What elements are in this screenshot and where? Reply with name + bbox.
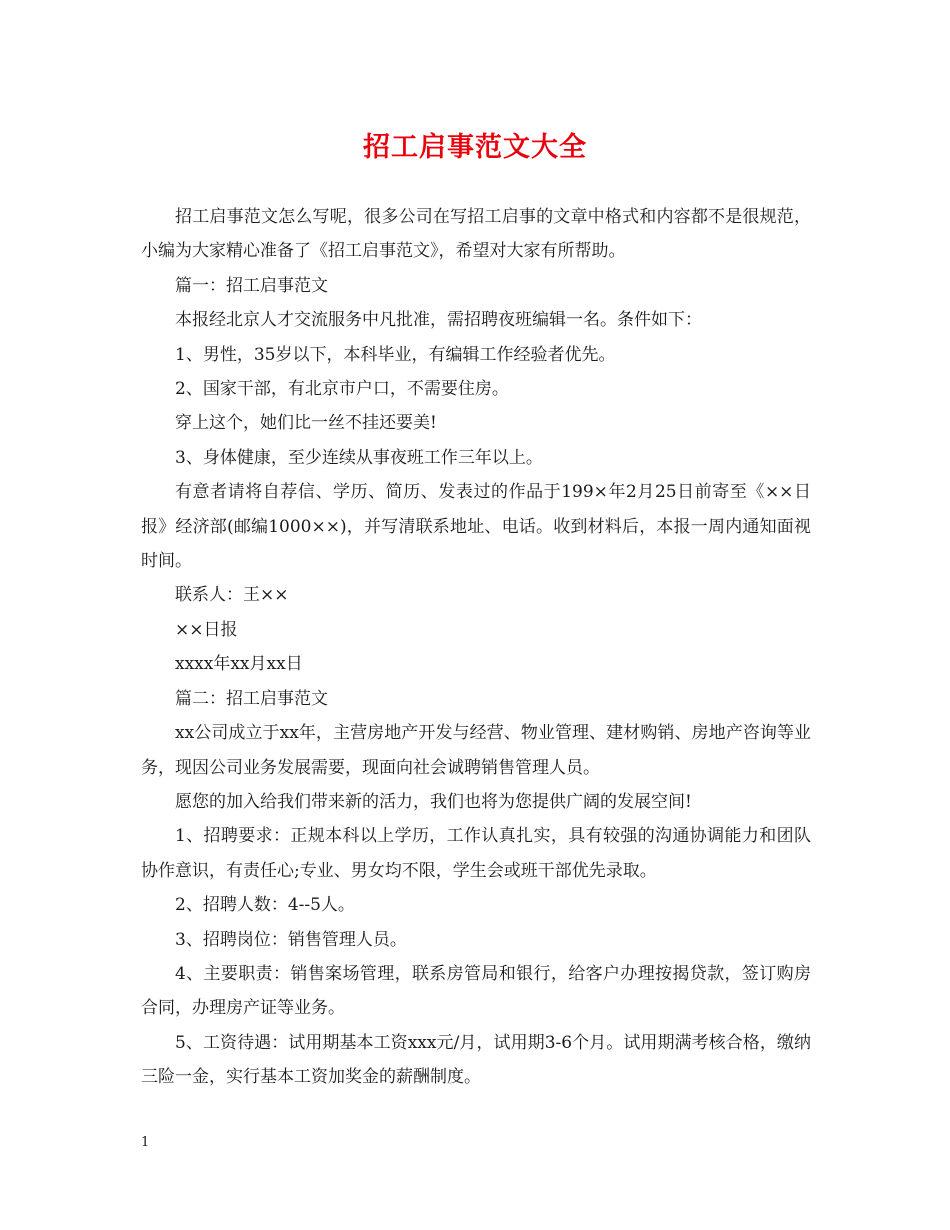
list-item: 5、工资待遇：试用期基本工资xxx元/月，试用期3-6个月。试用期满考核合格，缴纳三险一金，实行基本工资加奖金的薪酬制度。: [141, 1032, 811, 1088]
document-body: [141, 200, 811, 1095]
paragraph: 愿您的加入给我们带来新的活力，我们也将为您提供广阔的发展空间!: [175, 791, 692, 812]
paragraph-intro: 招工启事范文怎么写呢，很多公司在写招工启事的文章中格式和内容都不是很规范，小编为大家精心准备了《招工启事范文》，希望对大家有所帮助。: [141, 207, 811, 262]
page-title: 招工启事范文大全: [363, 132, 587, 163]
list-item: 2、招聘人数：4--5人。: [175, 895, 355, 916]
publisher-name: ××日报: [175, 619, 238, 640]
section-heading-1: 篇一：招工启事范文: [175, 275, 328, 296]
list-item: 4、主要职责：销售案场管理，联系房管局和银行，给客户办理按揭贷款，签订购房合同，办理房产证等业务。: [141, 963, 811, 1019]
contact-person: 联系人：王××: [175, 585, 289, 606]
paragraph: 本报经北京人才交流服务中凡批准，需招聘夜班编辑一名。条件如下：: [175, 310, 702, 331]
paragraph: 有意者请将自荐信、学历、简历、发表过的作品于199×年2月25日前寄至《××日报》经济部(邮编1000××)，并写清联系地址、电话。收到材料后，本报一周内通知面视时间。: [141, 482, 811, 572]
section-heading-2: 篇二：招工启事范文: [175, 688, 328, 709]
list-item: 3、招聘岗位：销售管理人员。: [175, 929, 407, 950]
list-item: 3、身体健康，至少连续从事夜班工作三年以上。: [175, 447, 543, 468]
list-item: 1、男性，35岁以下，本科毕业，有编辑工作经验者优先。: [175, 344, 616, 365]
list-item: 1、招聘要求：正规本科以上学历，工作认真扎实，具有较强的沟通协调能力和团队协作意识，有责任心;专业、男女均不限，学生会或班干部优先录取。: [141, 826, 811, 881]
list-item: 2、国家干部，有北京市户口，不需要住房。: [175, 379, 509, 400]
page-number: 1: [141, 1135, 150, 1150]
paragraph: 穿上这个，她们比一丝不挂还要美!: [175, 413, 437, 434]
paragraph: xx公司成立于xx年，主营房地产开发与经营、物业管理、建材购销、房地产咨询等业务，现因公司业务发展需要，现面向社会诚聘销售管理人员。: [141, 723, 811, 778]
date-line: xxxx年xx月xx日: [175, 654, 303, 675]
